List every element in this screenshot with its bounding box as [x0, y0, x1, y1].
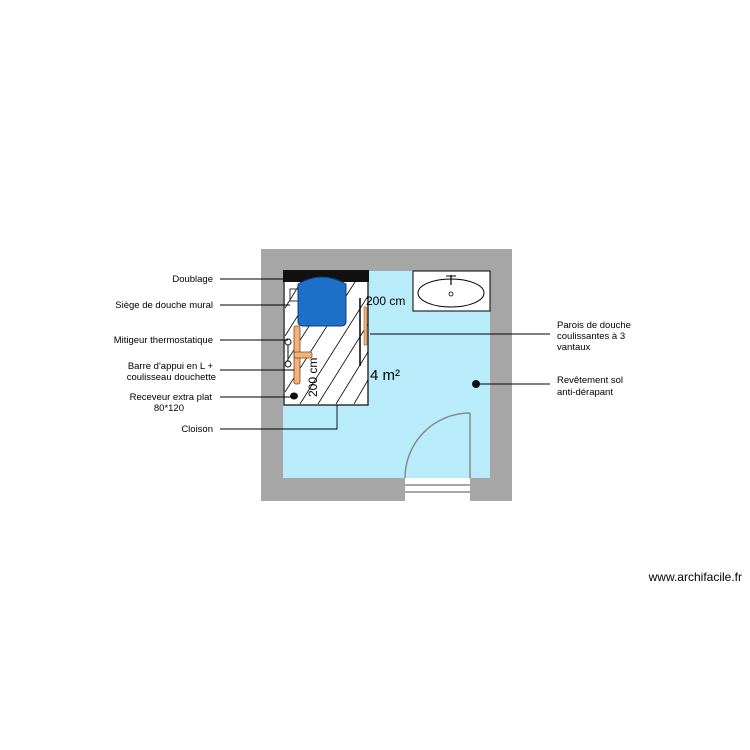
label-parois-line2: coulissantes à 3 [557, 331, 626, 342]
shower-seat-icon [290, 277, 346, 326]
dimension-vertical: 200 cm [306, 357, 320, 397]
dimension-horizontal: 200 cm [366, 294, 406, 308]
label-doublage: Doublage [172, 274, 213, 285]
label-revetement-line1: Revêtement sol [557, 375, 624, 386]
drain-icon [290, 393, 298, 400]
label-barre-line1: Barre d'appui en L + [127, 361, 213, 372]
label-cloison: Cloison [181, 424, 213, 435]
label-barre-line2: coulisseau douchette [126, 372, 216, 383]
label-revetement-line2: anti-dérapant [557, 387, 613, 398]
label-parois-line1: Parois de douche [557, 320, 631, 331]
label-siege: Siège de douche mural [115, 300, 213, 311]
label-mitigeur: Mitigeur thermostatique [113, 335, 213, 346]
label-receveur-line2: 80*120 [153, 403, 184, 414]
label-receveur-line1: Receveur extra plat [129, 392, 212, 403]
washbasin-icon [413, 271, 490, 311]
watermark: www.archifacile.fr [648, 570, 742, 584]
room-area: 4 m² [370, 367, 400, 384]
label-parois-line3: vantaux [557, 342, 591, 353]
